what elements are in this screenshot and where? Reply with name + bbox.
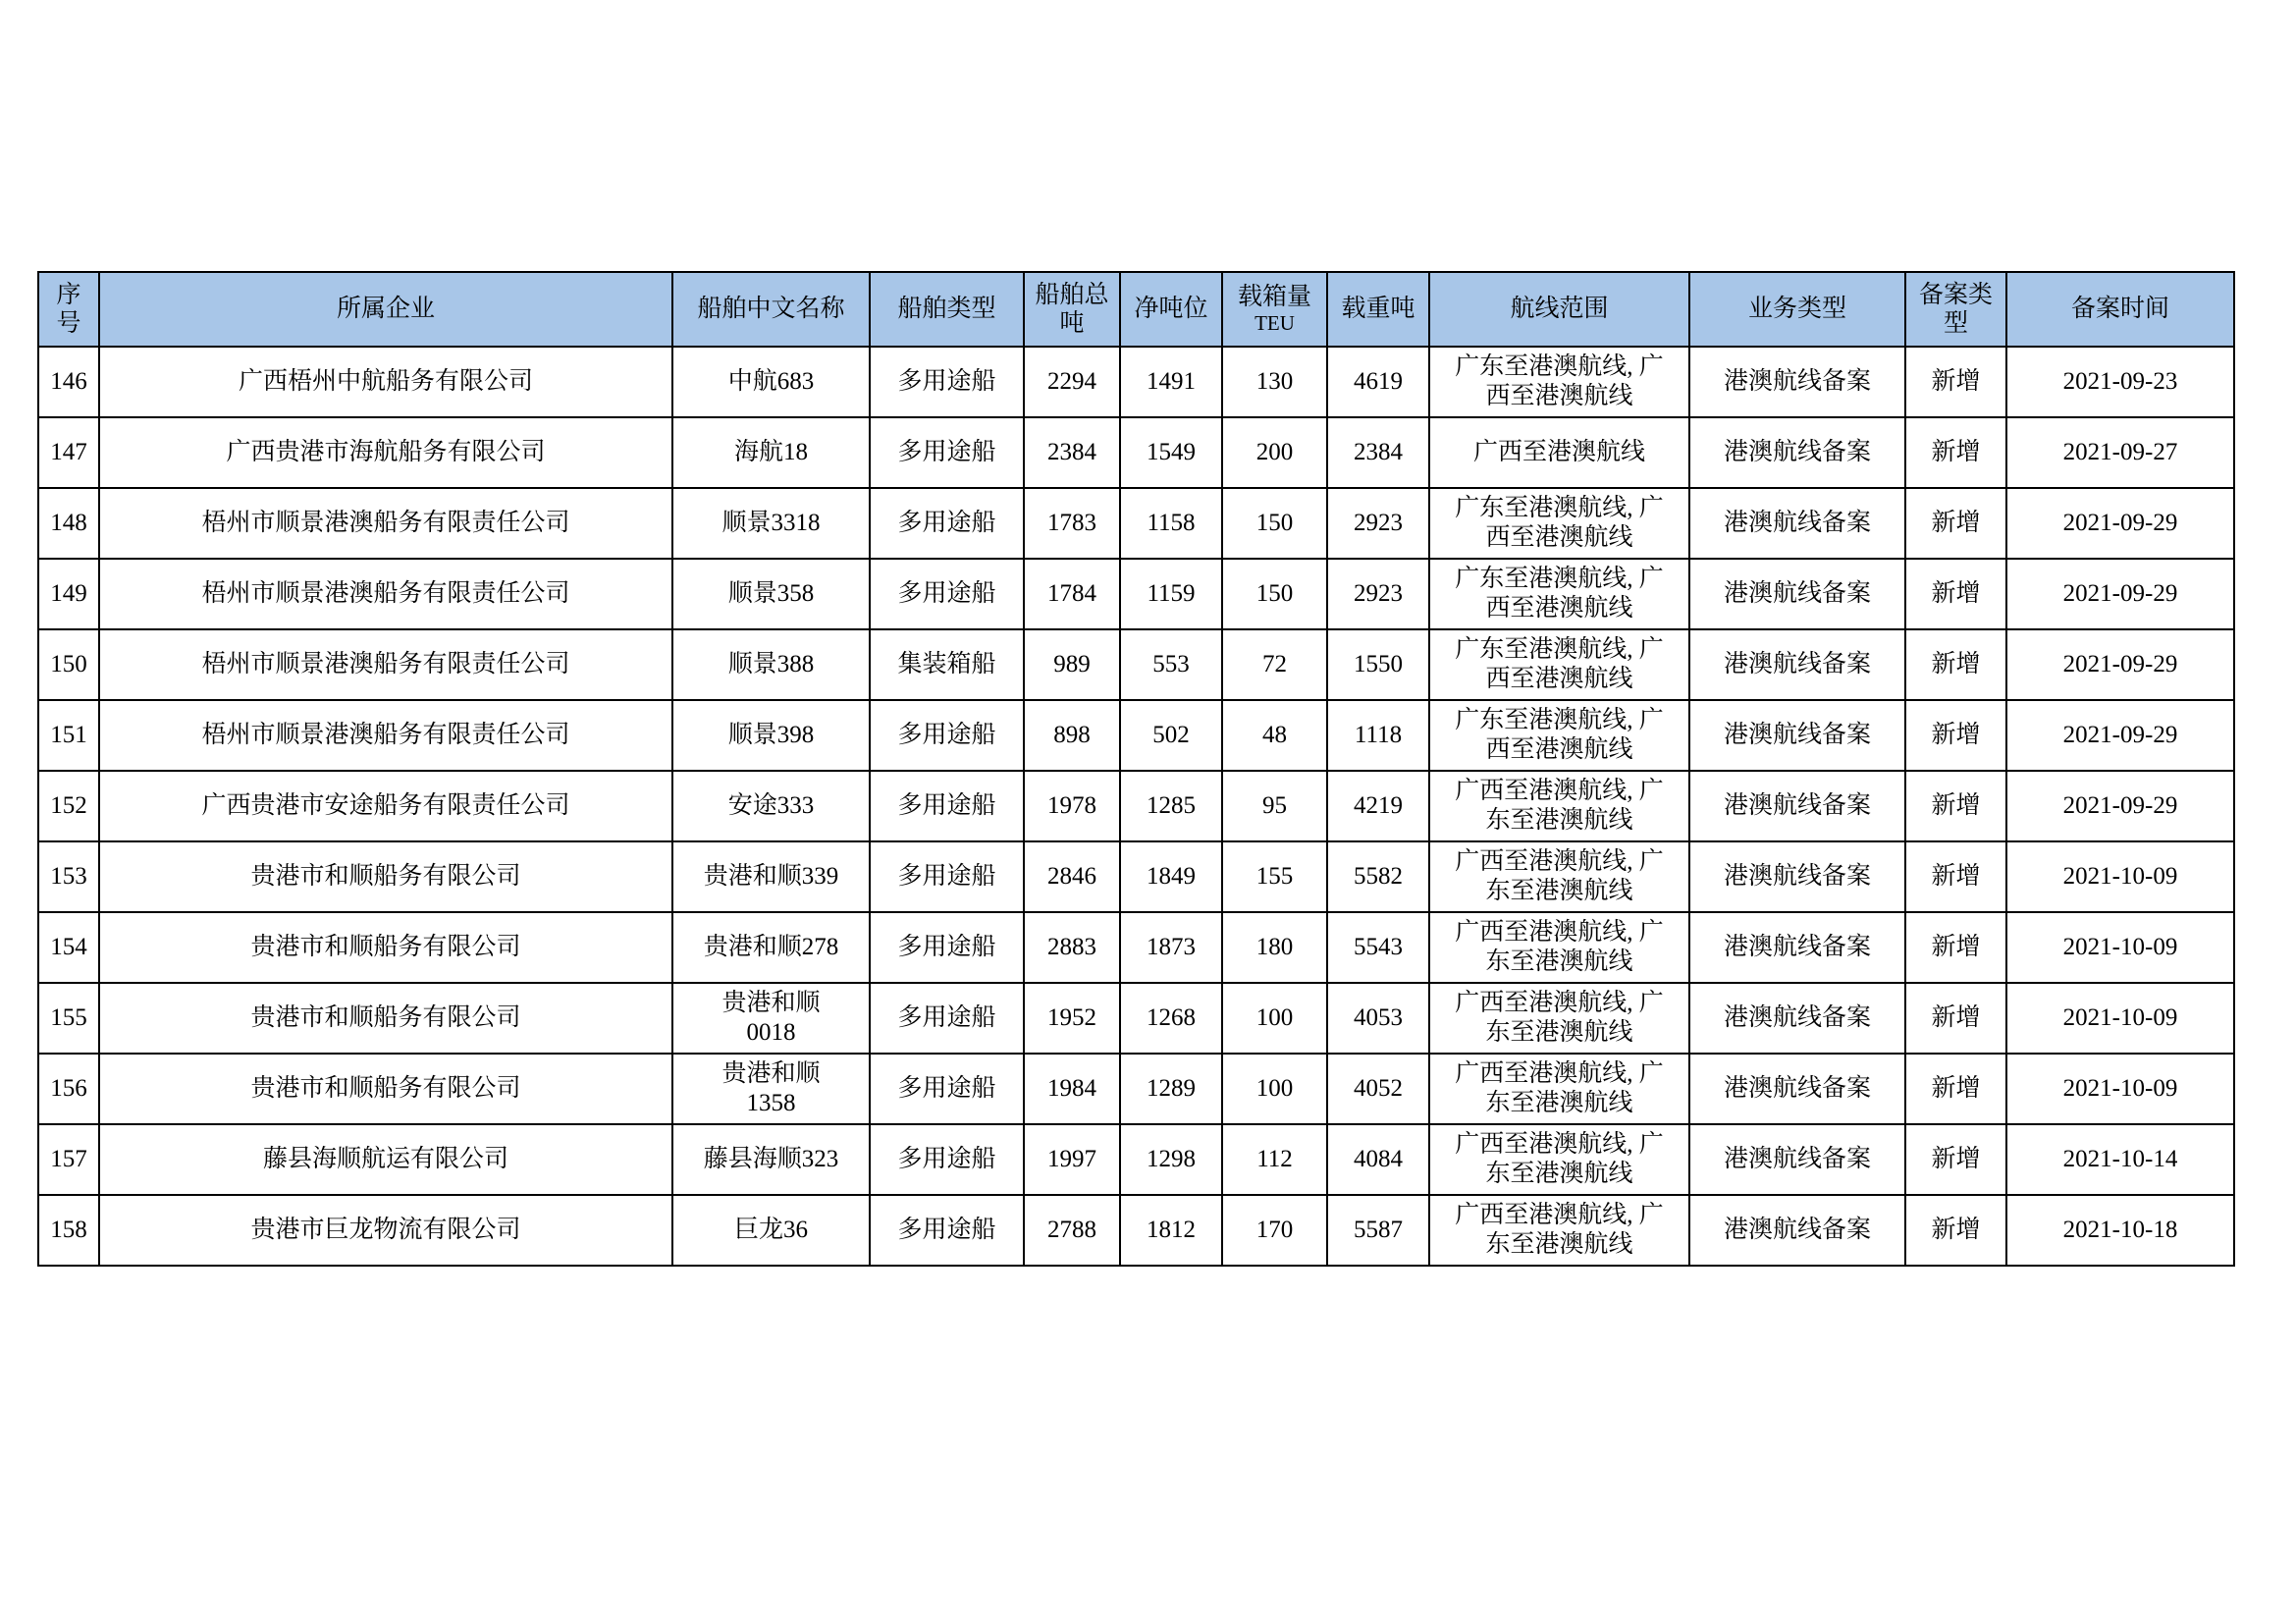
cell-seq: 147 <box>38 417 99 488</box>
cell-net-tonnage: 1298 <box>1120 1124 1222 1195</box>
route-line: 东至港澳航线 <box>1485 948 1633 975</box>
cell-gross-tonnage: 2384 <box>1024 417 1120 488</box>
cell-net-tonnage: 1873 <box>1120 912 1222 983</box>
cell-record-type: 新增 <box>1905 417 2006 488</box>
cell-teu: 200 <box>1222 417 1327 488</box>
cell-ship-type: 多用途船 <box>870 347 1024 417</box>
table-row <box>38 983 2234 1054</box>
route-line: 西至港澳航线 <box>1485 524 1633 551</box>
column-header-0 <box>38 272 99 347</box>
cell-teu: 150 <box>1222 559 1327 629</box>
ship-record-sheet <box>37 271 2233 1267</box>
cell-seq: 150 <box>38 629 99 700</box>
cell-teu: 170 <box>1222 1195 1327 1266</box>
cell-deadweight: 2923 <box>1327 488 1429 559</box>
cell-route <box>1429 1054 1689 1124</box>
cell-teu: 112 <box>1222 1124 1327 1195</box>
column-header-1 <box>99 272 672 347</box>
cell-business-type: 港澳航线备案 <box>1689 912 1905 983</box>
cell-ship-name: 贵港和顺339 <box>672 841 870 912</box>
cell-business-type: 港澳航线备案 <box>1689 1054 1905 1124</box>
cell-deadweight: 4053 <box>1327 983 1429 1054</box>
cell-enterprise: 广西贵港市安途船务有限责任公司 <box>99 771 672 841</box>
cell-ship-type: 多用途船 <box>870 1124 1024 1195</box>
cell-seq: 152 <box>38 771 99 841</box>
cell-record-time: 2021-09-27 <box>2006 417 2234 488</box>
cell-enterprise: 梧州市顺景港澳船务有限责任公司 <box>99 488 672 559</box>
cell-record-type: 新增 <box>1905 1054 2006 1124</box>
cell-teu: 48 <box>1222 700 1327 771</box>
table-row <box>38 700 2234 771</box>
route-line: 广东至港澳航线, 广 <box>1455 636 1664 663</box>
cell-ship-name: 顺景398 <box>672 700 870 771</box>
cell-route <box>1429 417 1689 488</box>
route-line: 东至港澳航线 <box>1485 1090 1633 1116</box>
route-line: 广西至港澳航线, 广 <box>1455 778 1664 804</box>
cell-record-type: 新增 <box>1905 841 2006 912</box>
cell-ship-name: 安途333 <box>672 771 870 841</box>
cell-gross-tonnage: 2788 <box>1024 1195 1120 1266</box>
cell-net-tonnage: 502 <box>1120 700 1222 771</box>
route-line: 广西至港澳航线 <box>1472 439 1645 465</box>
cell-net-tonnage: 1491 <box>1120 347 1222 417</box>
column-header-7 <box>1327 272 1429 347</box>
route-line: 广西至港澳航线, 广 <box>1455 919 1664 946</box>
cell-seq: 148 <box>38 488 99 559</box>
cell-teu: 100 <box>1222 983 1327 1054</box>
column-header-label: 载箱量 <box>1237 283 1311 310</box>
route-line: 东至港澳航线 <box>1485 1019 1633 1046</box>
column-header-11 <box>2006 272 2234 347</box>
cell-record-type: 新增 <box>1905 1124 2006 1195</box>
cell-record-time: 2021-10-18 <box>2006 1195 2234 1266</box>
column-header-4 <box>1024 272 1120 347</box>
cell-record-time: 2021-10-09 <box>2006 983 2234 1054</box>
route-line: 广西至港澳航线, 广 <box>1455 1202 1664 1228</box>
cell-record-time: 2021-10-14 <box>2006 1124 2234 1195</box>
column-header-label: 备案时间 <box>2070 296 2169 323</box>
cell-net-tonnage: 1289 <box>1120 1054 1222 1124</box>
cell-seq: 154 <box>38 912 99 983</box>
cell-gross-tonnage: 2846 <box>1024 841 1120 912</box>
cell-record-type: 新增 <box>1905 559 2006 629</box>
route-line: 广东至港澳航线, 广 <box>1455 495 1664 521</box>
cell-gross-tonnage: 2883 <box>1024 912 1120 983</box>
table-row <box>38 1054 2234 1124</box>
cell-ship-type: 集装箱船 <box>870 629 1024 700</box>
table-row <box>38 912 2234 983</box>
cell-deadweight: 5543 <box>1327 912 1429 983</box>
cell-enterprise: 广西梧州中航船务有限公司 <box>99 347 672 417</box>
column-header-label: 备案类型 <box>1918 281 1993 337</box>
cell-route <box>1429 841 1689 912</box>
header-row <box>38 272 2234 347</box>
cell-seq: 156 <box>38 1054 99 1124</box>
cell-deadweight: 4052 <box>1327 1054 1429 1124</box>
cell-ship-name: 顺景358 <box>672 559 870 629</box>
cell-enterprise: 梧州市顺景港澳船务有限责任公司 <box>99 629 672 700</box>
cell-ship-type: 多用途船 <box>870 559 1024 629</box>
table-row <box>38 629 2234 700</box>
table-row <box>38 1195 2234 1266</box>
column-header-9 <box>1689 272 1905 347</box>
cell-route <box>1429 983 1689 1054</box>
cell-deadweight: 4219 <box>1327 771 1429 841</box>
cell-net-tonnage: 1158 <box>1120 488 1222 559</box>
cell-ship-type: 多用途船 <box>870 983 1024 1054</box>
cell-teu: 72 <box>1222 629 1327 700</box>
cell-route <box>1429 771 1689 841</box>
cell-route <box>1429 488 1689 559</box>
cell-ship-name: 巨龙36 <box>672 1195 870 1266</box>
route-line: 广西至港澳航线, 广 <box>1455 848 1664 875</box>
cell-gross-tonnage: 1783 <box>1024 488 1120 559</box>
cell-deadweight: 4619 <box>1327 347 1429 417</box>
cell-record-time: 2021-10-09 <box>2006 841 2234 912</box>
cell-record-time: 2021-09-29 <box>2006 700 2234 771</box>
route-line: 东至港澳航线 <box>1485 807 1633 834</box>
cell-net-tonnage: 553 <box>1120 629 1222 700</box>
column-header-6 <box>1222 272 1327 347</box>
cell-record-type: 新增 <box>1905 771 2006 841</box>
column-header-label: 船舶类型 <box>897 296 996 323</box>
column-header-label: 船舶总吨 <box>1035 281 1109 337</box>
cell-net-tonnage: 1159 <box>1120 559 1222 629</box>
table-header <box>38 272 2234 347</box>
route-line: 西至港澳航线 <box>1485 736 1633 763</box>
cell-teu: 130 <box>1222 347 1327 417</box>
cell-seq: 157 <box>38 1124 99 1195</box>
cell-deadweight: 4084 <box>1327 1124 1429 1195</box>
cell-business-type: 港澳航线备案 <box>1689 1124 1905 1195</box>
cell-gross-tonnage: 2294 <box>1024 347 1120 417</box>
cell-business-type: 港澳航线备案 <box>1689 488 1905 559</box>
cell-ship-type: 多用途船 <box>870 771 1024 841</box>
cell-route <box>1429 629 1689 700</box>
cell-record-type: 新增 <box>1905 983 2006 1054</box>
cell-record-type: 新增 <box>1905 629 2006 700</box>
cell-enterprise: 梧州市顺景港澳船务有限责任公司 <box>99 559 672 629</box>
cell-business-type: 港澳航线备案 <box>1689 417 1905 488</box>
cell-business-type: 港澳航线备案 <box>1689 1195 1905 1266</box>
column-header-label: 载重吨 <box>1341 296 1415 323</box>
cell-business-type: 港澳航线备案 <box>1689 629 1905 700</box>
cell-deadweight: 2384 <box>1327 417 1429 488</box>
route-line: 西至港澳航线 <box>1485 666 1633 692</box>
cell-gross-tonnage: 1978 <box>1024 771 1120 841</box>
cell-enterprise: 贵港市巨龙物流有限公司 <box>99 1195 672 1266</box>
cell-seq: 146 <box>38 347 99 417</box>
cell-deadweight: 2923 <box>1327 559 1429 629</box>
route-line: 广东至港澳航线, 广 <box>1455 566 1664 592</box>
cell-ship-name: 海航18 <box>672 417 870 488</box>
cell-teu: 155 <box>1222 841 1327 912</box>
table-row <box>38 347 2234 417</box>
cell-ship-type: 多用途船 <box>870 488 1024 559</box>
cell-ship-type: 多用途船 <box>870 700 1024 771</box>
column-header-2 <box>672 272 870 347</box>
table-row <box>38 1124 2234 1195</box>
cell-ship-name: 贵港和顺 1358 <box>672 1054 870 1124</box>
cell-enterprise: 梧州市顺景港澳船务有限责任公司 <box>99 700 672 771</box>
table-row <box>38 488 2234 559</box>
cell-ship-name: 顺景3318 <box>672 488 870 559</box>
cell-enterprise: 贵港市和顺船务有限公司 <box>99 841 672 912</box>
cell-seq: 158 <box>38 1195 99 1266</box>
ship-record-table <box>37 271 2235 1267</box>
cell-record-time: 2021-09-29 <box>2006 771 2234 841</box>
route-line: 广东至港澳航线, 广 <box>1455 353 1664 380</box>
cell-enterprise: 贵港市和顺船务有限公司 <box>99 912 672 983</box>
column-header-label: 序号 <box>56 281 81 337</box>
cell-record-type: 新增 <box>1905 347 2006 417</box>
cell-seq: 155 <box>38 983 99 1054</box>
cell-teu: 100 <box>1222 1054 1327 1124</box>
route-line: 广西至港澳航线, 广 <box>1455 1131 1664 1158</box>
cell-business-type: 港澳航线备案 <box>1689 841 1905 912</box>
cell-enterprise: 藤县海顺航运有限公司 <box>99 1124 672 1195</box>
cell-teu: 180 <box>1222 912 1327 983</box>
cell-record-time: 2021-09-29 <box>2006 559 2234 629</box>
column-header-label: 所属企业 <box>336 296 435 323</box>
table-row <box>38 771 2234 841</box>
cell-record-type: 新增 <box>1905 912 2006 983</box>
cell-seq: 151 <box>38 700 99 771</box>
cell-record-type: 新增 <box>1905 700 2006 771</box>
cell-ship-name: 贵港和顺 0018 <box>672 983 870 1054</box>
route-line: 广西至港澳航线, 广 <box>1455 1060 1664 1087</box>
cell-route <box>1429 700 1689 771</box>
column-header-8 <box>1429 272 1689 347</box>
route-line: 东至港澳航线 <box>1485 1231 1633 1258</box>
cell-net-tonnage: 1268 <box>1120 983 1222 1054</box>
cell-ship-type: 多用途船 <box>870 841 1024 912</box>
cell-net-tonnage: 1849 <box>1120 841 1222 912</box>
cell-record-type: 新增 <box>1905 488 2006 559</box>
cell-gross-tonnage: 1984 <box>1024 1054 1120 1124</box>
route-line: 西至港澳航线 <box>1485 383 1633 409</box>
cell-record-time: 2021-09-29 <box>2006 629 2234 700</box>
cell-teu: 150 <box>1222 488 1327 559</box>
cell-ship-name: 顺景388 <box>672 629 870 700</box>
cell-gross-tonnage: 989 <box>1024 629 1120 700</box>
cell-gross-tonnage: 1997 <box>1024 1124 1120 1195</box>
cell-enterprise: 广西贵港市海航船务有限公司 <box>99 417 672 488</box>
column-header-label: 净吨位 <box>1134 296 1208 323</box>
cell-teu: 95 <box>1222 771 1327 841</box>
table-row <box>38 559 2234 629</box>
route-line: 广东至港澳航线, 广 <box>1455 707 1664 733</box>
table-row <box>38 841 2234 912</box>
cell-business-type: 港澳航线备案 <box>1689 559 1905 629</box>
cell-business-type: 港澳航线备案 <box>1689 347 1905 417</box>
cell-ship-type: 多用途船 <box>870 1195 1024 1266</box>
cell-ship-name: 藤县海顺323 <box>672 1124 870 1195</box>
cell-net-tonnage: 1812 <box>1120 1195 1222 1266</box>
cell-ship-type: 多用途船 <box>870 417 1024 488</box>
cell-business-type: 港澳航线备案 <box>1689 983 1905 1054</box>
column-header-10 <box>1905 272 2006 347</box>
route-line: 广西至港澳航线, 广 <box>1455 990 1664 1016</box>
cell-route <box>1429 559 1689 629</box>
cell-net-tonnage: 1549 <box>1120 417 1222 488</box>
cell-enterprise: 贵港市和顺船务有限公司 <box>99 983 672 1054</box>
cell-record-type: 新增 <box>1905 1195 2006 1266</box>
cell-business-type: 港澳航线备案 <box>1689 771 1905 841</box>
column-header-label: 航线范围 <box>1510 296 1609 323</box>
cell-route <box>1429 1124 1689 1195</box>
cell-ship-type: 多用途船 <box>870 1054 1024 1124</box>
route-line: 西至港澳航线 <box>1485 595 1633 622</box>
column-header-5 <box>1120 272 1222 347</box>
cell-deadweight: 5582 <box>1327 841 1429 912</box>
cell-route <box>1429 347 1689 417</box>
cell-route <box>1429 912 1689 983</box>
cell-gross-tonnage: 1952 <box>1024 983 1120 1054</box>
cell-business-type: 港澳航线备案 <box>1689 700 1905 771</box>
cell-net-tonnage: 1285 <box>1120 771 1222 841</box>
table-row <box>38 417 2234 488</box>
column-header-label: 业务类型 <box>1747 296 1846 323</box>
cell-gross-tonnage: 898 <box>1024 700 1120 771</box>
cell-record-time: 2021-10-09 <box>2006 1054 2234 1124</box>
column-header-sublabel: TEU <box>1255 311 1295 336</box>
cell-seq: 149 <box>38 559 99 629</box>
cell-deadweight: 1550 <box>1327 629 1429 700</box>
cell-record-time: 2021-10-09 <box>2006 912 2234 983</box>
cell-enterprise: 贵港市和顺船务有限公司 <box>99 1054 672 1124</box>
table-body <box>38 347 2234 1266</box>
cell-deadweight: 5587 <box>1327 1195 1429 1266</box>
cell-ship-name: 中航683 <box>672 347 870 417</box>
cell-record-time: 2021-09-29 <box>2006 488 2234 559</box>
cell-gross-tonnage: 1784 <box>1024 559 1120 629</box>
cell-ship-type: 多用途船 <box>870 912 1024 983</box>
route-line: 东至港澳航线 <box>1485 878 1633 904</box>
cell-record-time: 2021-09-23 <box>2006 347 2234 417</box>
cell-route <box>1429 1195 1689 1266</box>
cell-deadweight: 1118 <box>1327 700 1429 771</box>
cell-seq: 153 <box>38 841 99 912</box>
cell-ship-name: 贵港和顺278 <box>672 912 870 983</box>
route-line: 东至港澳航线 <box>1485 1161 1633 1187</box>
column-header-label: 船舶中文名称 <box>697 296 845 323</box>
column-header-3 <box>870 272 1024 347</box>
